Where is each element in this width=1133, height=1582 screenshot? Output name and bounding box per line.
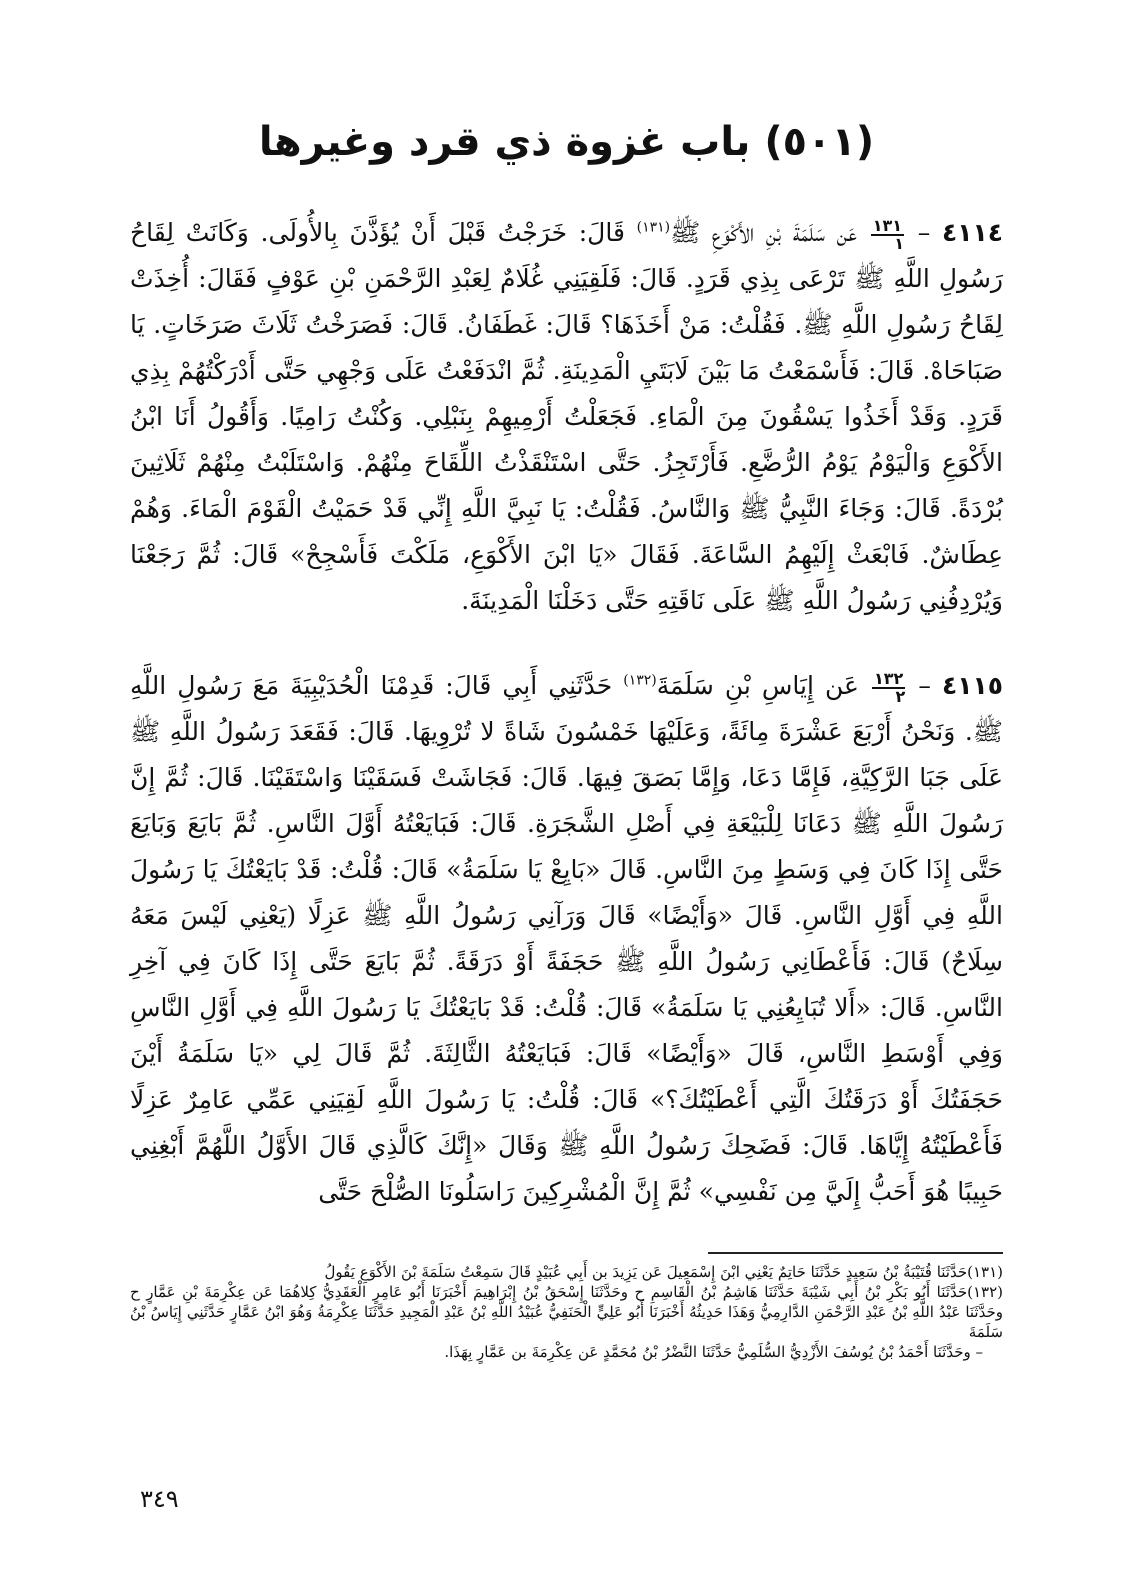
hadith-narrator: عَن سَلَمَةَ بْنِ الأَكْوَعِ ﷺ <box>670 218 857 247</box>
hadith-paragraph <box>130 663 1003 1215</box>
footnote-ref: (١٣١) <box>636 219 671 236</box>
hadith-number: ٤١١٤ <box>941 218 1003 247</box>
footnote: (١٣٢)حَدَّثَنَا أَبُو بَكْرِ بْنُ أَبِي شَيْبَةَ حَدَّثَنَا هَاشِمُ بْنُ الْقَاسِمِ ح وحَدَّثَنَا إِسْحَقُ بْنُ إِبْرَاهِيمَ أَخْبَرَنَا أَبُو عَامِرٍ الْعَقَدِيُّ كِلاهُمَا عَن عِكْرِمَةَ بْنِ عَمَّارٍ ح وحَدَّثَنَا عَبْدُ اللَّهِ بْنُ عَبْدِ الرَّحْمَنِ الدَّارِمِيُّ وَهَذَا حَدِيثُهُ أَخْبَرَنَا أَبُو عَلِيٍّ الْحَنَفِيُّ عُبَيْدُ اللَّهِ بْنُ عَبْدِ الْمَجِيدِ حَدَّثَنَا عِكْرِمَةُ وَهُوَ ابْنُ عَمَّارٍ حَدَّثَنِي إِيَاسُ بْنُ سَلَمَةَ <box>130 1283 1003 1341</box>
footnote-divider <box>708 1252 1003 1254</box>
hadith-dash: – <box>917 218 931 247</box>
footnote: (١٣١)حَدَّثَنَا قُتَيْبَةُ بْنُ سَعِيدٍ حَدَّثَنَا حَاتِمٌ يَعْنِي ابْنَ إِسْمَعِيلَ عَن يَزِيدَ بن أَبِي عُبَيْدٍ قَالَ سَمِعْتُ سَلَمَةَ بْنَ الأَكْوَعِ يَقُولُ <box>324 1263 1003 1281</box>
footnotes <box>130 1262 1003 1362</box>
hadith-text: قَالَ: خَرَجْتُ قَبْلَ أَنْ يُؤَذَّنَ بِالأُولَى. وَكَانَتْ لِقَاحُ رَسُولِ اللَّهِ ﷺ تَرْعَى بِذِي قَرَدٍ. قَالَ: فَلَقِيَنِي غُلَامٌ لِعَبْدِ الرَّحْمَنِ بْنِ عَوْفٍ فَقَالَ: أُخِذَتْ لِقَاحُ رَسُولِ اللَّهِ ﷺ. فَقُلْتُ: مَنْ أَخَذَهَا؟ قَالَ: غَطَفَانُ. قَالَ: فَصَرَخْتُ ثَلَاثَ صَرَخَاتٍ. يَا صَبَاحَاهْ. قَالَ: فَأَسْمَعْتُ مَا بَيْنَ لَابَتَيِ الْمَدِينَةِ. ثُمَّ انْدَفَعْتُ عَلَى وَجْهِي حَتَّى أَدْرَكْتُهُمْ بِذِي قَرَدٍ. وَقَدْ أَخَذُوا يَسْقُونَ مِنَ الْمَاءِ. فَجَعَلْتُ أَرْمِيهِمْ بِنَبْلِي. وَكُنْتُ رَامِيًا. وَأَقُولُ أَنَا ابْنُ الأَكْوَعِ وَالْيَوْمُ يَوْمُ الرُّضَّعِ. فَأَرْتَجِزُ. حَتَّى اسْتَنْقَذْتُ اللِّقَاحَ مِنْهُمْ. وَاسْتَلَبْتُ مِنْهُمْ ثَلَاثِينَ بُرْدَةً. قَالَ: وَجَاءَ النَّبِيُّ ﷺ وَالنَّاسُ. فَقُلْتُ: يَا نَبِيَّ اللَّهِ إِنِّي قَدْ حَمَيْتُ الْقَوْمَ الْمَاءَ. وَهُمْ عِطَاشٌ. فَابْعَثْ إِلَيْهِمُ السَّاعَةَ. فَقَالَ «يَا ابْنَ الأَكْوَعِ، مَلَكْتَ فَأَسْجِحْ» قَالَ: ثُمَّ رَجَعْنَا وَيُرْدِفُنِي رَسُولُ اللَّهِ ﷺ عَلَى نَاقَتِهِ حَتَّى دَخَلْنَا الْمَدِينَةَ. <box>130 218 1003 615</box>
hadith-fraction: $\frac{١٣١}{١}$ <box>872 215 905 253</box>
hadith-fraction: $\frac{١٣٢}{٢}$ <box>874 668 906 706</box>
footnote-ref: (١٣٢) <box>623 672 657 689</box>
hadith-dash: – <box>918 671 931 700</box>
hadith-paragraph <box>130 210 1003 624</box>
hadith-number: ٤١١٥ <box>941 671 1003 700</box>
page-number: ٣٤٩ <box>140 1485 179 1513</box>
hadith-narrator: عَن إِيَاسِ بْنِ سَلَمَةَ <box>656 671 859 700</box>
hadith-text: حَدَّثَنِي أَبِي قَالَ: قَدِمْنَا الْحُدَيْبِيَةَ مَعَ رَسُولِ اللَّهِ ﷺ. وَنَحْنُ أَرْبَعَ عَشْرَةَ مِائَةً، وَعَلَيْهَا خَمْسُونَ شَاةً لا تُرْوِيهَا. قَالَ: فَقَعَدَ رَسُولُ اللَّهِ ﷺ عَلَى جَبَا الرَّكِيَّةِ، فَإِمَّا دَعَا، وَإِمَّا بَصَقَ فِيهَا. قَالَ: فَجَاشَتْ فَسَقَيْنَا وَاسْتَقَيْنَا. قَالَ: ثُمَّ إِنَّ رَسُولَ اللَّهِ ﷺ دَعَانَا لِلْبَيْعَةِ فِي أَصْلِ الشَّجَرَةِ. قَالَ: فَبَايَعْتُهُ أَوَّلَ النَّاسِ. ثُمَّ بَايَعَ وَبَايَعَ حَتَّى إِذَا كَانَ فِي وَسَطٍ مِنَ النَّاسِ. قَالَ «بَايِعْ يَا سَلَمَةُ» قَالَ: قُلْتُ: قَدْ بَايَعْتُكَ يَا رَسُولَ اللَّهِ فِي أَوَّلِ النَّاسِ. قَالَ «وَأَيْضًا» قَالَ وَرَآنِي رَسُولُ اللَّهِ ﷺ عَزِلًا (يَعْنِي لَيْسَ مَعَهُ سِلَاحٌ) قَالَ: فَأَعْطَانِي رَسُولُ اللَّهِ ﷺ حَجَفَةً أَوْ دَرَقَةً. ثُمَّ بَايَعَ حَتَّى إِذَا كَانَ فِي آخِرِ النَّاسِ. قَالَ: «أَلا تُبَايِعُنِي يَا سَلَمَةُ» قَالَ: قُلْتُ: قَدْ بَايَعْتُكَ يَا رَسُولَ اللَّهِ فِي أَوَّلِ النَّاسِ وَفِي أَوْسَطِ النَّاسِ، قَالَ «وَأَيْضًا» قَالَ: فَبَايَعْتُهُ الثَّالِثَةَ. ثُمَّ قَالَ لِي «يَا سَلَمَةُ أَيْنَ حَجَفَتُكَ أَوْ دَرَقَتُكَ الَّتِي أَعْطَيْتُكَ؟» قَالَ: قُلْتُ: يَا رَسُولَ اللَّهِ لَقِيَنِي عَمِّي عَامِرٌ عَزِلًا فَأَعْطَيْتُهُ إِيَّاهَا. قَالَ: فَضَحِكَ رَسُولُ اللَّهِ ﷺ وَقَالَ «إِنَّكَ كَالَّذِي قَالَ الأَوَّلُ اللَّهُمَّ أَبْغِنِي حَبِيبًا هُوَ أَحَبُّ إِلَيَّ مِن نَفْسِي» ثُمَّ إِنَّ الْمُشْرِكِينَ رَاسَلُونَا الصُّلْحَ حَتَّى <box>130 671 1003 1206</box>
footnote: – وحَدَّثَنَا أَحْمَدُ بْنُ يُوسُفَ الأَزْدِيُّ السُّلَمِيُّ حَدَّثَنَا النَّضْرُ بْنُ مُحَمَّدٍ عَن عِكْرِمَةَ بن عَمَّارٍ بِهَذَا. <box>444 1343 983 1361</box>
chapter-title: (٥٠١) باب غزوة ذي قرد وغيرها <box>258 119 875 165</box>
